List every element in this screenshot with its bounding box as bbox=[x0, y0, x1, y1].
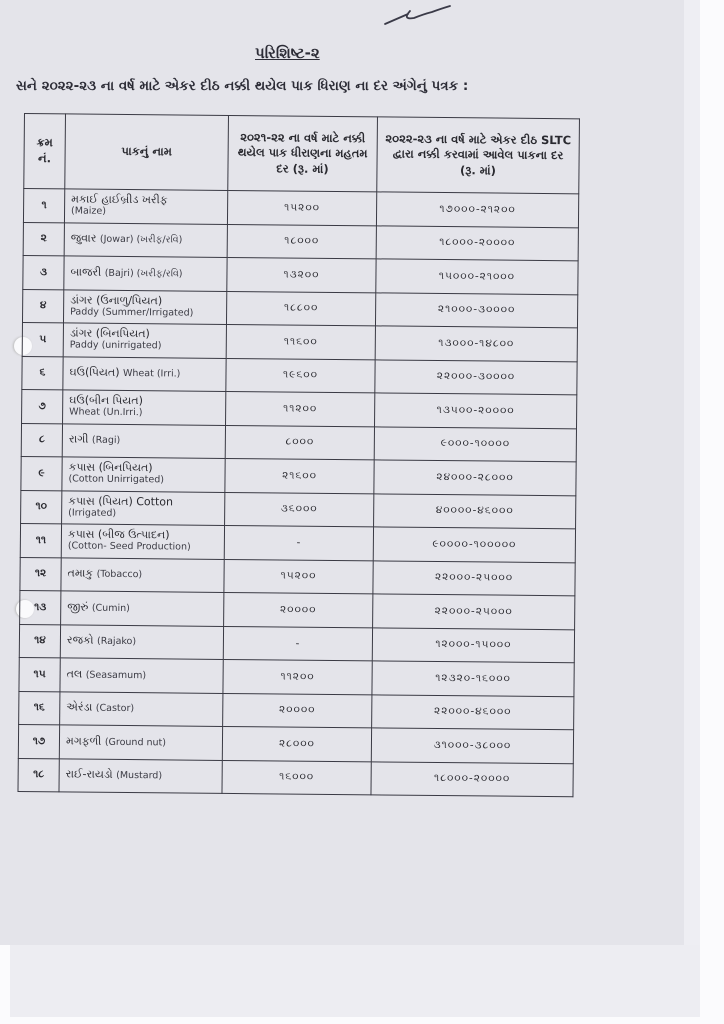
crop-name bbox=[60, 624, 223, 659]
crop-name bbox=[63, 390, 226, 425]
crop-name bbox=[59, 725, 222, 760]
serial-number: ૭ bbox=[22, 389, 63, 423]
serial-number: ૧૧ bbox=[20, 523, 61, 557]
rate-2021-22: ૧૮૮૦૦ bbox=[226, 291, 375, 326]
rate-2021-22: ૨૦૦૦૦ bbox=[223, 693, 372, 728]
serial-number: ૫ bbox=[22, 322, 63, 356]
document-title: પરિશિષ્ટ-૨ bbox=[255, 44, 320, 62]
rate-range-2022-23: ૧૨૦૦૦-૧૫૦૦૦ bbox=[372, 627, 574, 662]
crop-name-gujarati: તલ bbox=[66, 667, 83, 681]
crop-name-english: (Bajri) (ખરીફ/રવિ) bbox=[104, 267, 183, 280]
rate-2021-22: ૧૩૨૦૦ bbox=[227, 257, 376, 292]
crop-name bbox=[63, 289, 226, 324]
rate-range-2022-23: ૨૪૦૦૦-૨૮૦૦૦ bbox=[374, 460, 576, 495]
serial-number: ૧૪ bbox=[19, 624, 60, 658]
table-row bbox=[18, 724, 573, 763]
crop-name-english: (Cumin) bbox=[91, 602, 130, 614]
crop-name-english: (Mustard) bbox=[116, 770, 163, 782]
rate-range-2022-23: ૧૨૩૨૦-૧૬૦૦૦ bbox=[372, 661, 574, 696]
table-row bbox=[22, 389, 577, 428]
serial-number: ૧૬ bbox=[19, 691, 60, 725]
crop-name bbox=[63, 323, 226, 358]
rate-2021-22: ૧૮૦૦૦ bbox=[227, 224, 376, 259]
serial-number: ૧૨ bbox=[20, 557, 61, 591]
rate-range-2022-23: ૩૧૦૦૦-૩૮૦૦૦ bbox=[371, 728, 573, 763]
crop-name bbox=[61, 557, 224, 592]
rate-2021-22: - bbox=[223, 626, 372, 661]
crop-name-english: Wheat (Irri.) bbox=[122, 368, 181, 380]
crop-name-gujarati: ઘઉ(બીન પિયત) bbox=[69, 393, 143, 408]
header-rate-2021-22: ૨૦૨૧-૨૨ ના વર્ષ માટે નક્કી થયેલ પાક ધીરાણના મહતમ દર (રૂ. માં) bbox=[228, 115, 378, 191]
crop-name bbox=[61, 591, 224, 626]
crop-name-english: (Jowar) (ખરીફ/રવિ) bbox=[99, 234, 183, 246]
crop-name bbox=[64, 222, 227, 257]
crop-name-gujarati: એરંડા bbox=[66, 700, 93, 714]
crop-name-gujarati: ડાંગર (ઉનાળુ/પિયત) bbox=[70, 293, 163, 308]
table-row bbox=[19, 657, 574, 696]
rate-range-2022-23: ૧૫૦૦૦-૨૧૦૦૦ bbox=[376, 259, 578, 294]
rate-range-2022-23: ૯૦૦૦૦-૧૦૦૦૦૦ bbox=[373, 527, 575, 562]
rate-range-2022-23: ૪૦૦૦૦-૪૬૦૦૦ bbox=[374, 493, 576, 528]
table-row bbox=[20, 590, 575, 629]
crop-name-english: (Maize) bbox=[71, 205, 107, 217]
crop-name-gujarati: રજકો bbox=[66, 633, 94, 647]
rate-2021-22: ૩૬૦૦૦ bbox=[225, 492, 374, 527]
table-row bbox=[18, 758, 573, 797]
crop-name-english: (Tobacco) bbox=[96, 568, 143, 581]
rate-2021-22: ૧૧૨૦૦ bbox=[226, 391, 375, 426]
crop-name bbox=[64, 256, 227, 291]
rate-range-2022-23: ૨૨૦૦૦-૨૫૦૦૦ bbox=[373, 560, 575, 595]
rate-range-2022-23: ૧૭૦૦૦-૨૧૨૦૦ bbox=[376, 192, 578, 227]
rate-2021-22: ૧૬૦૦૦ bbox=[222, 760, 371, 795]
serial-number: ૧૩ bbox=[20, 590, 61, 624]
serial-number: ૧૦ bbox=[21, 490, 62, 524]
crop-name-english: (Irrigated) bbox=[68, 507, 117, 519]
crop-name-gujarati: ડાંગર (બિનપિયત) bbox=[69, 326, 150, 341]
header-crop-name: પાકનું નામ bbox=[65, 114, 229, 191]
crop-name-english: (Cotton Unirrigated) bbox=[68, 473, 165, 486]
rate-range-2022-23: ૧૮૦૦૦-૨૦૦૦૦ bbox=[376, 225, 578, 260]
rate-2021-22: - bbox=[224, 525, 373, 560]
crop-name-gujarati: કપાસ (બીજ ઉત્પાદન) bbox=[67, 527, 170, 542]
crop-name bbox=[60, 691, 223, 726]
crop-name-english: Paddy (Summer/Irrigated) bbox=[70, 306, 194, 319]
scan-edge-strip bbox=[684, 0, 700, 945]
serial-number: ૯ bbox=[21, 456, 62, 490]
scan-lower-margin bbox=[10, 945, 700, 1017]
crop-name-english: Wheat (Un.Irri.) bbox=[69, 406, 143, 419]
table-header-row bbox=[24, 114, 580, 194]
table-row bbox=[21, 456, 576, 495]
rate-2021-22: ૨૦૦૦૦ bbox=[224, 592, 373, 627]
rate-2021-22: ૧૧૬૦૦ bbox=[226, 324, 375, 359]
crop-name bbox=[60, 658, 223, 693]
crop-name-gujarati: રાઈ-રાયડો bbox=[65, 767, 113, 782]
serial-number: ૪ bbox=[22, 289, 63, 323]
serial-number: ૧૮ bbox=[18, 758, 59, 792]
serial-number: ૬ bbox=[22, 356, 63, 390]
crop-name bbox=[59, 758, 222, 793]
rate-2021-22: ૨૧૬૦૦ bbox=[225, 458, 374, 493]
crop-name bbox=[63, 356, 226, 391]
table-row bbox=[19, 624, 574, 663]
crop-name-gujarati: બાજરી bbox=[70, 265, 102, 279]
crop-name-gujarati: કપાસ (પિયત) Cotton bbox=[68, 494, 174, 509]
rate-2021-22: ૨૮૦૦૦ bbox=[222, 726, 371, 761]
rate-range-2022-23: ૧૩૦૦૦-૧૪૮૦૦ bbox=[375, 326, 577, 361]
rate-range-2022-23: ૨૨૦૦૦-૪૬૦૦૦ bbox=[372, 694, 574, 729]
crop-name-english: Paddy (unirrigated) bbox=[69, 339, 162, 352]
serial-number: ૨ bbox=[23, 222, 64, 256]
crop-name-gujarati: તમાકુ bbox=[67, 566, 94, 580]
crop-name-gujarati: જીરું bbox=[67, 600, 89, 614]
rate-2021-22: ૧૧૨૦૦ bbox=[223, 659, 372, 694]
rate-range-2022-23: ૯૦૦૦-૧૦૦૦૦ bbox=[374, 426, 576, 461]
crop-rate-table bbox=[17, 113, 579, 797]
table-row bbox=[20, 523, 575, 562]
crop-name-english: (Ragi) bbox=[91, 434, 121, 447]
serial-number: ૮ bbox=[21, 423, 62, 457]
rate-2021-22: ૮૦૦૦ bbox=[225, 425, 374, 460]
table-row bbox=[21, 490, 576, 529]
rate-2021-22: ૧૫૨૦૦ bbox=[224, 559, 373, 594]
crop-name-english: (Rajako) bbox=[96, 636, 137, 648]
rate-range-2022-23: ૧૮૦૦૦-૨૦૦૦૦ bbox=[371, 761, 573, 796]
rate-range-2022-23: ૨૧૦૦૦-૩૦૦૦૦ bbox=[375, 292, 577, 327]
table-row bbox=[21, 423, 576, 462]
crop-name-english: (Castor) bbox=[95, 702, 135, 715]
serial-number: ૧૭ bbox=[18, 724, 59, 758]
rate-2021-22: ૧૯૬૦૦ bbox=[226, 358, 375, 393]
crop-name bbox=[62, 490, 225, 525]
table-row bbox=[22, 356, 577, 395]
table-row bbox=[23, 189, 578, 228]
crop-name bbox=[61, 524, 224, 559]
serial-number: ૧ bbox=[23, 189, 64, 223]
crop-name-gujarati: મકાઈ હાઈબ્રીડ ખરીફ bbox=[71, 192, 168, 207]
table-row bbox=[23, 255, 578, 294]
rate-range-2022-23: ૧૩૫૦૦-૨૦૦૦૦ bbox=[375, 393, 577, 428]
crop-name bbox=[64, 189, 227, 224]
crop-name-gujarati: જુવાર bbox=[70, 231, 97, 245]
crop-name-english: (Cotton- Seed Production) bbox=[67, 540, 191, 553]
table-row bbox=[22, 322, 577, 361]
table-row bbox=[20, 557, 575, 596]
crop-name-gujarati: કપાસ (બિનપિયત) bbox=[68, 460, 153, 475]
handwritten-signature bbox=[380, 2, 470, 28]
rate-range-2022-23: ૨૨૦૦૦-૩૦૦૦૦ bbox=[375, 359, 577, 394]
crop-name-english: (Seasamum) bbox=[85, 669, 147, 681]
rate-range-2022-23: ૨૨૦૦૦-૨૫૦૦૦ bbox=[373, 594, 575, 629]
rate-2021-22: ૧૫૨૦૦ bbox=[227, 190, 376, 225]
serial-number: ૩ bbox=[23, 255, 64, 289]
table-row bbox=[19, 691, 574, 730]
header-serial-no: ક્રમ નં. bbox=[24, 114, 66, 189]
document-subtitle: સને ૨૦૨૨-૨૩ ના વર્ષ માટે એકર દીઠ નક્કી થયેલ પાક ધિરાણ ના દર અંગેનું પત્રક : bbox=[16, 78, 469, 94]
crop-name-gujarati: રાગી bbox=[68, 432, 89, 446]
serial-number: ૧૫ bbox=[19, 657, 60, 691]
header-rate-2022-23: ૨૦૨૨-૨૩ ના વર્ષ માટે એકર દીઠ SLTC દ્વારા નક્કી કરવામાં આવેલ પાકના દર (રૂ. માં) bbox=[377, 117, 580, 194]
crop-name bbox=[62, 423, 225, 458]
table-row bbox=[22, 289, 577, 328]
table-row bbox=[23, 222, 578, 261]
crop-name-gujarati: મગફળી bbox=[65, 734, 102, 748]
crop-name-gujarati: ઘઉ(પિયત) bbox=[69, 365, 120, 380]
crop-name-english: (Ground nut) bbox=[104, 736, 167, 749]
crop-name bbox=[62, 457, 225, 492]
